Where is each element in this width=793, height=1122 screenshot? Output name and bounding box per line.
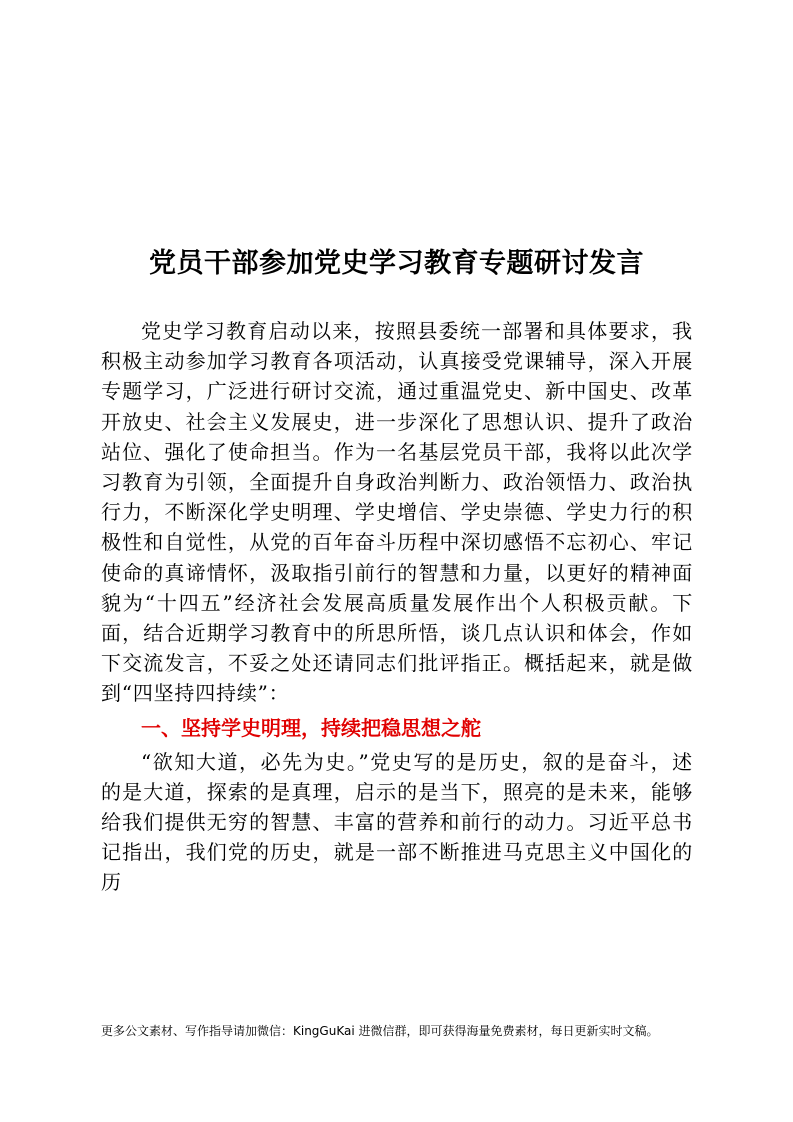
document-title: 党员干部参加党史学习教育专题研讨发言: [149, 248, 644, 279]
section-paragraph: “欲知大道，必先为史。”党史写的是历史，叙的是奋斗，述的是大道，探索的是真理，启示的是当下，照亮的是未来，能够给我们提供无穷的智慧、丰富的营养和前行的动力。习近平总书记指出，我们党的历史，就是一部不断推进马克思主义中国化的历: [101, 749, 693, 895]
intro-paragraph: 党史学习教育启动以来，按照县委统一部署和具体要求，我积极主动参加学习教育各项活动，认真接受党课辅导，深入开展专题学习，广泛进行研讨交流，通过重温党史、新中国史、改革开放史、社会主义发展史，进一步深化了思想认识、提升了政治站位、强化了使命担当。作为一名基层党员干部，我将以此次学习教育为引领，全面提升自身政治判断力、政治领悟力、政治执行力，不断深化学史明理、学史增信、学史崇德、学史力行的积极性和自觉性，从党的百年奋斗历程中深切感悟不忘初心、牢记使命的真谛情怀，汲取指引前行的智慧和力量，以更好的精神面貌为“十四五”经济社会发展高质量发展作出个人积极贡献。下面，结合近期学习教育中的所思所悟，谈几点认识和体会，作如下交流发言，不妥之处还请同志们批评指正。概括起来，就是做到“四坚持四持续”：: [101, 319, 693, 706]
footer-note: 更多公文素材、写作指导请加微信：KingGuKai 进微信群，即可获得海量免费素材，每日更新实时文稿。: [101, 1024, 659, 1038]
section-heading: 一、坚持学史明理，持续把稳思想之舵: [141, 715, 481, 740]
document-body: [101, 316, 693, 898]
